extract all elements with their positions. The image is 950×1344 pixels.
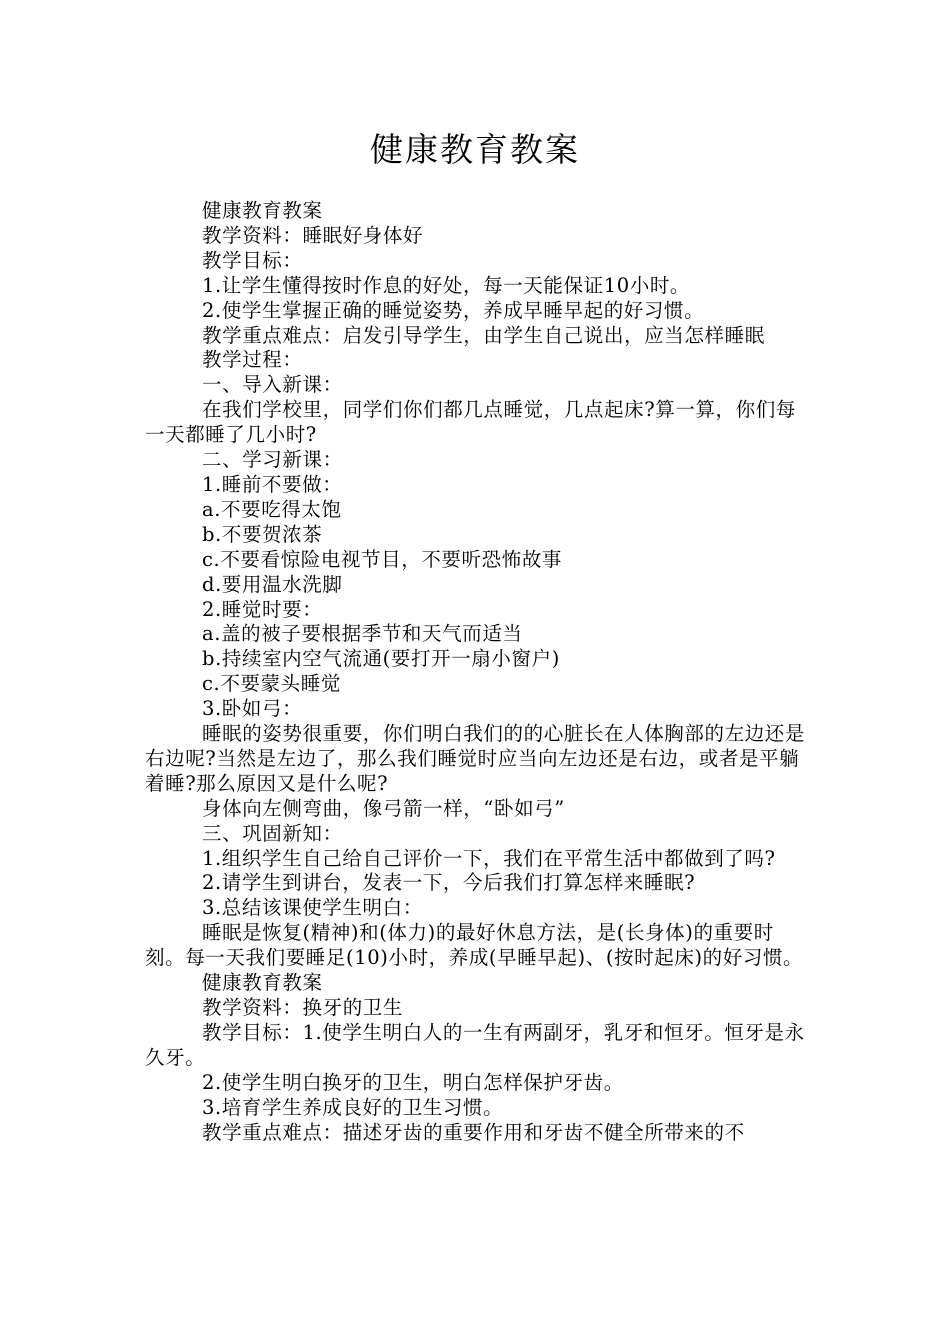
paragraph: d.要用温水洗脚 xyxy=(202,572,343,596)
paragraph: 3.培育学生养成良好的卫生习惯。 xyxy=(202,1095,504,1119)
paragraph: 睡眠是恢复(精神)和(体力)的最好休息方法，是(长身体)的重要时刻。每一天我们要睡足(10)小时，养成(早睡早起)、(按时起床)的好习惯。 xyxy=(145,921,804,970)
paragraph: 一、导入新课： xyxy=(202,373,343,397)
paragraph: 2.请学生到讲台，发表一下，今后我们打算怎样来睡眠? xyxy=(202,871,696,895)
paragraph: c.不要蒙头睡觉 xyxy=(202,672,341,696)
document-title: 健康教育教案 xyxy=(370,130,580,169)
paragraph: 2.使学生掌握正确的睡觉姿势，养成早睡早起的好习惯。 xyxy=(202,298,705,322)
paragraph: b.不要贺浓茶 xyxy=(202,522,323,546)
paragraph: 2.使学生明白换牙的卫生，明白怎样保护牙齿。 xyxy=(202,1070,624,1094)
paragraph: 健康教育教案 xyxy=(202,971,323,995)
paragraph: a.不要吃得太饱 xyxy=(202,497,342,521)
paragraph: 2.睡觉时要： xyxy=(202,597,323,621)
paragraph: 教学重点难点：启发引导学生，由学生自己说出，应当怎样睡眠 xyxy=(202,323,765,347)
paragraph: 睡眠的姿势很重要，你们明白我们的的心脏长在人体胸部的左边还是右边呢?当然是左边了，那么我们睡觉时应当向左边还是右边，或者是平躺着睡?那么原因又是什么呢? xyxy=(145,722,806,795)
document-body xyxy=(145,199,813,1145)
paragraph: 3.卧如弓： xyxy=(202,697,303,721)
paragraph: 二、学习新课： xyxy=(202,448,343,472)
paragraph: 三、巩固新知： xyxy=(202,821,343,845)
paragraph: c.不要看惊险电视节目，不要听恐怖故事 xyxy=(202,547,563,571)
paragraph: a.盖的被子要根据季节和天气而适当 xyxy=(202,622,523,646)
paragraph: 1.让学生懂得按时作息的好处，每一天能保证10小时。 xyxy=(202,273,691,297)
paragraph: b.持续室内空气流通(要打开一扇小窗户) xyxy=(202,647,560,671)
paragraph: 健康教育教案 xyxy=(202,199,323,222)
paragraph: 1.睡前不要做： xyxy=(202,472,343,496)
paragraph: 3.总结该课使学生明白： xyxy=(202,896,423,920)
paragraph: 教学目标：1.使学生明白人的一生有两副牙，乳牙和恒牙。恒牙是永久牙。 xyxy=(145,1020,805,1069)
paragraph: 教学过程： xyxy=(202,348,303,372)
paragraph: 身体向左侧弯曲，像弓箭一样，“卧如弓” xyxy=(202,796,565,820)
paragraph: 教学目标： xyxy=(202,248,303,272)
paragraph: 教学资料：睡眠好身体好 xyxy=(202,223,424,247)
paragraph: 教学重点难点：描述牙齿的重要作用和牙齿不健全所带来的不 xyxy=(202,1120,745,1144)
paragraph: 1.组织学生自己给自己评价一下，我们在平常生活中都做到了吗? xyxy=(202,846,776,870)
paragraph: 教学资料：换牙的卫生 xyxy=(202,996,404,1019)
paragraph: 在我们学校里，同学们你们都几点睡觉，几点起床?算一算，你们每一天都睡了几小时? xyxy=(145,398,796,447)
